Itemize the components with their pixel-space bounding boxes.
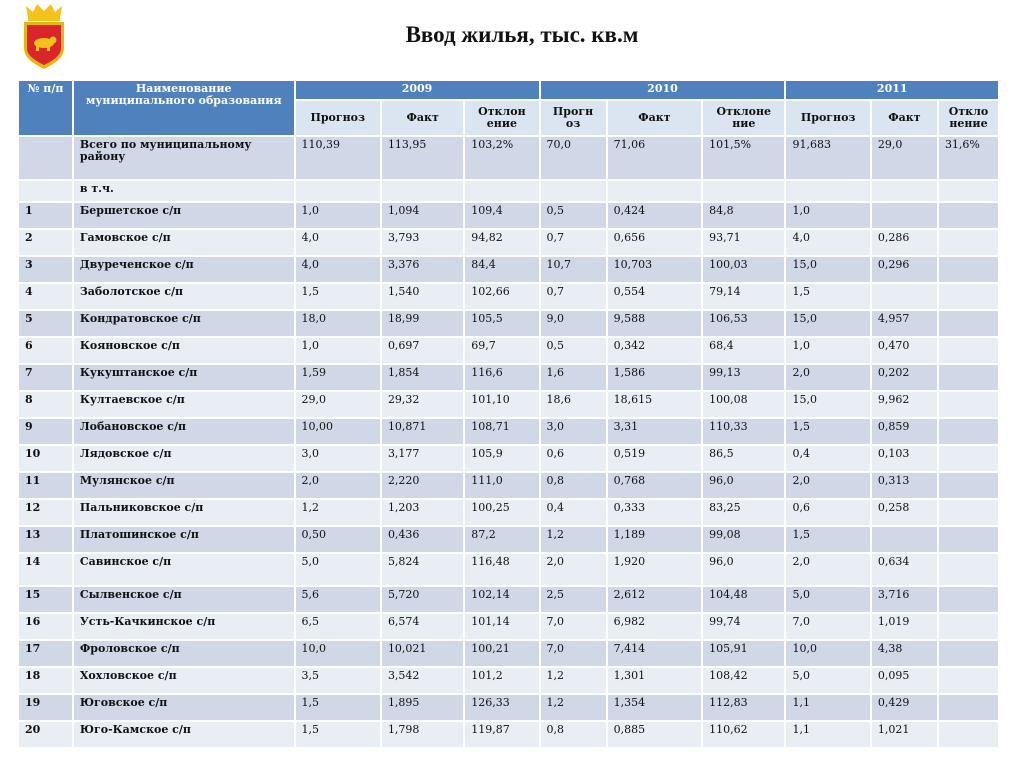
table-cell: 1,854 [382,365,463,390]
row-name: Пальниковское с/п [74,500,294,525]
table-cell: 0,885 [608,722,702,747]
table-row [19,614,998,639]
row-number: 20 [19,722,72,747]
table-cell [465,181,538,201]
table-cell: 18,615 [608,392,702,417]
row-number: 18 [19,668,72,693]
row-name: Фроловское с/п [74,641,294,666]
table-cell: 96,0 [703,554,784,585]
row-number: 15 [19,587,72,612]
row-number: 2 [19,230,72,255]
row-number: 5 [19,311,72,336]
table-cell: 1,0 [786,338,869,363]
table-cell [939,668,998,693]
row-number: 17 [19,641,72,666]
table-cell: 18,0 [296,311,380,336]
table-cell: 1,5 [786,284,869,309]
table-cell: 0,6 [541,446,606,471]
row-number: 11 [19,473,72,498]
table-cell: 1,1 [786,695,869,720]
table-cell: 15,0 [786,311,869,336]
table-cell: 18,99 [382,311,463,336]
table-cell: 116,48 [465,554,538,585]
table-cell: 5,0 [296,554,380,585]
table-cell [939,230,998,255]
table-cell: 102,14 [465,587,538,612]
table-cell: 4,0 [296,230,380,255]
subheader-deviation: Отклон ение [465,101,538,135]
table-cell: 6,574 [382,614,463,639]
row-number: 10 [19,446,72,471]
table-cell: 69,7 [465,338,538,363]
table-cell: 0,429 [872,695,937,720]
row-name: Юго-Камское с/п [74,722,294,747]
row-number: 9 [19,419,72,444]
subheader-deviation: Отклоне ние [703,101,784,135]
table-cell: 1,59 [296,365,380,390]
row-name: Гамовское с/п [74,230,294,255]
table-cell: 3,0 [296,446,380,471]
table-cell: 101,10 [465,392,538,417]
table-cell: 105,9 [465,446,538,471]
table-cell: 1,5 [786,419,869,444]
table-cell: 0,313 [872,473,937,498]
table-cell: 7,0 [541,641,606,666]
table-cell: 0,8 [541,473,606,498]
table-cell: 113,95 [382,137,463,179]
row-name: Савинское с/п [74,554,294,585]
table-cell: 1,540 [382,284,463,309]
table-cell: 2,0 [786,473,869,498]
table-row [19,500,998,525]
subheader-fact: Факт [608,101,702,135]
table-cell: 0,6 [786,500,869,525]
table-cell [939,392,998,417]
table-cell: 5,720 [382,587,463,612]
page-title: Ввод жилья, тыс. кв.м [405,22,639,47]
table-cell: 1,920 [608,554,702,585]
table-cell [541,181,606,201]
table-cell: 1,5 [296,284,380,309]
table-cell: 0,5 [541,203,606,228]
row-name: Усть-Качкинское с/п [74,614,294,639]
table-cell: 108,71 [465,419,538,444]
table-row [19,554,998,585]
table-cell: 10,0 [296,641,380,666]
table-cell: 0,8 [541,722,606,747]
table-cell: 5,824 [382,554,463,585]
table-row [19,695,998,720]
table-cell: 106,53 [703,311,784,336]
table-cell: 4,38 [872,641,937,666]
subheader-fact: Факт [872,101,937,135]
table-cell: 103,2% [465,137,538,179]
table-cell: 4,0 [786,230,869,255]
table-cell: 86,5 [703,446,784,471]
header-year-2009: 2009 [296,81,539,99]
table-cell: 100,21 [465,641,538,666]
table-row [19,137,998,179]
table-cell: 0,202 [872,365,937,390]
table-row [19,338,998,363]
table-cell: 6,982 [608,614,702,639]
table-cell: 0,296 [872,257,937,282]
table-cell: 2,220 [382,473,463,498]
table-row [19,392,998,417]
table-cell: 112,83 [703,695,784,720]
row-name: Лобановское с/п [74,419,294,444]
row-name: Кукуштанское с/п [74,365,294,390]
table-cell: 0,4 [786,446,869,471]
table-cell [939,203,998,228]
table-cell: 71,06 [608,137,702,179]
table-row [19,419,998,444]
table-cell: 1,2 [541,527,606,552]
table-cell [939,695,998,720]
table-cell [939,284,998,309]
table-cell: 3,5 [296,668,380,693]
table-cell: 1,5 [786,527,869,552]
row-number: 4 [19,284,72,309]
table-cell [939,419,998,444]
table-cell: 2,612 [608,587,702,612]
table-cell: 126,33 [465,695,538,720]
table-cell: 100,03 [703,257,784,282]
table-cell: 5,0 [786,668,869,693]
table-row [19,473,998,498]
table-cell: 4,957 [872,311,937,336]
table-cell [939,338,998,363]
table-cell: 29,0 [872,137,937,179]
table-cell: 110,39 [296,137,380,179]
table-cell: 68,4 [703,338,784,363]
row-number: 13 [19,527,72,552]
table-row [19,257,998,282]
table-cell: 84,4 [465,257,538,282]
table-cell: 110,62 [703,722,784,747]
table-cell: 2,0 [296,473,380,498]
row-number: 12 [19,500,72,525]
table-cell: 110,33 [703,419,784,444]
table-cell: 0,424 [608,203,702,228]
subheader-forecast: Прогноз [786,101,869,135]
header-year-2010: 2010 [541,81,785,99]
table-cell: 0,5 [541,338,606,363]
table-cell: 0,697 [382,338,463,363]
table-cell: 119,87 [465,722,538,747]
table-cell: 0,656 [608,230,702,255]
table-row [19,668,998,693]
table-cell: 0,103 [872,446,937,471]
table-cell: 10,871 [382,419,463,444]
table-cell: 3,31 [608,419,702,444]
table-cell: 0,258 [872,500,937,525]
row-number: 7 [19,365,72,390]
header-name: Наименование муниципального образования [74,81,294,135]
row-name: в т.ч. [74,181,294,201]
table-cell: 94,82 [465,230,538,255]
subheader-forecast: Прогноз [296,101,380,135]
table-row [19,587,998,612]
table-row [19,203,998,228]
table-cell: 93,71 [703,230,784,255]
table-cell: 1,6 [541,365,606,390]
row-name: Всего по муниципальному району [74,137,294,179]
table-cell: 2,5 [541,587,606,612]
table-row [19,527,998,552]
table-cell: 3,0 [541,419,606,444]
table-row [19,722,998,747]
table-cell: 0,859 [872,419,937,444]
row-number: 14 [19,554,72,585]
housing-table [17,79,1000,749]
table-cell: 10,0 [786,641,869,666]
table-cell: 0,436 [382,527,463,552]
table-cell: 3,376 [382,257,463,282]
table-cell [939,587,998,612]
table-cell: 1,189 [608,527,702,552]
table-row [19,446,998,471]
table-cell: 105,91 [703,641,784,666]
table-cell: 96,0 [703,473,784,498]
table-cell: 1,2 [541,668,606,693]
table-cell [939,365,998,390]
table-row [19,311,998,336]
table-cell: 1,021 [872,722,937,747]
table-cell [939,527,998,552]
table-cell: 109,4 [465,203,538,228]
table-cell: 1,354 [608,695,702,720]
table-cell: 1,301 [608,668,702,693]
table-cell: 1,798 [382,722,463,747]
table-cell: 5,6 [296,587,380,612]
table-cell: 101,2 [465,668,538,693]
table-cell: 3,716 [872,587,937,612]
table-cell [872,181,937,201]
row-name: Мулянское с/п [74,473,294,498]
row-name: Двуреченское с/п [74,257,294,282]
table-cell: 0,50 [296,527,380,552]
table-cell [939,257,998,282]
table-cell: 0,470 [872,338,937,363]
table-cell: 1,5 [296,722,380,747]
row-number [19,137,72,179]
table-cell: 1,0 [296,338,380,363]
table-cell [939,500,998,525]
row-number: 16 [19,614,72,639]
row-number [19,181,72,201]
table-cell: 84,8 [703,203,784,228]
table-cell: 101,14 [465,614,538,639]
table-cell: 1,2 [541,695,606,720]
table-cell: 0,634 [872,554,937,585]
table-row [19,230,998,255]
table-cell [872,203,937,228]
table-cell: 3,542 [382,668,463,693]
table-cell: 0,768 [608,473,702,498]
table-cell: 100,08 [703,392,784,417]
table-cell [939,446,998,471]
table-row [19,181,998,201]
row-number: 19 [19,695,72,720]
row-number: 3 [19,257,72,282]
table-cell: 4,0 [296,257,380,282]
table-cell: 99,08 [703,527,784,552]
table-cell: 10,00 [296,419,380,444]
table-cell: 29,32 [382,392,463,417]
row-number: 8 [19,392,72,417]
table-cell [296,181,380,201]
table-cell: 3,793 [382,230,463,255]
table-cell: 1,019 [872,614,937,639]
subheader-fact: Факт [382,101,463,135]
table-cell: 87,2 [465,527,538,552]
table-cell: 0,519 [608,446,702,471]
table-cell: 116,6 [465,365,538,390]
table-cell [786,181,869,201]
table-cell: 0,7 [541,284,606,309]
table-cell [608,181,702,201]
table-cell [872,284,937,309]
table-cell: 0,554 [608,284,702,309]
row-name: Сылвенское с/п [74,587,294,612]
header-number: № п/п [19,81,72,135]
table-cell: 99,74 [703,614,784,639]
table-cell: 0,095 [872,668,937,693]
table-cell [872,527,937,552]
table-cell: 7,0 [786,614,869,639]
table-cell: 1,1 [786,722,869,747]
table-cell: 29,0 [296,392,380,417]
table-cell: 1,586 [608,365,702,390]
table-cell: 105,5 [465,311,538,336]
table-cell: 1,5 [296,695,380,720]
table-cell: 6,5 [296,614,380,639]
table-cell: 10,703 [608,257,702,282]
row-name: Лядовское с/п [74,446,294,471]
table-cell: 1,895 [382,695,463,720]
table-cell [939,614,998,639]
table-cell: 10,7 [541,257,606,282]
table-cell: 104,48 [703,587,784,612]
table-row [19,365,998,390]
table-cell: 9,962 [872,392,937,417]
table-cell: 15,0 [786,392,869,417]
row-number: 1 [19,203,72,228]
table-cell: 2,0 [786,365,869,390]
table-cell: 2,0 [786,554,869,585]
table-cell: 2,0 [541,554,606,585]
subheader-deviation: Откло нение [939,101,998,135]
row-name: Бершетское с/п [74,203,294,228]
table-cell: 79,14 [703,284,784,309]
row-name: Култаевское с/п [74,392,294,417]
table-cell: 9,588 [608,311,702,336]
table-cell: 83,25 [703,500,784,525]
table-cell: 100,25 [465,500,538,525]
table-cell: 0,333 [608,500,702,525]
table-cell: 18,6 [541,392,606,417]
table-cell [382,181,463,201]
table-cell: 1,0 [786,203,869,228]
table-cell [939,181,998,201]
table-cell [703,181,784,201]
table-cell: 108,42 [703,668,784,693]
table-cell: 7,414 [608,641,702,666]
table-cell: 1,203 [382,500,463,525]
row-name: Хохловское с/п [74,668,294,693]
table-cell: 111,0 [465,473,538,498]
header-year-2011: 2011 [786,81,998,99]
table-cell: 0,342 [608,338,702,363]
row-name: Кондратовское с/п [74,311,294,336]
table-cell: 1,2 [296,500,380,525]
table-cell: 101,5% [703,137,784,179]
table-cell: 5,0 [786,587,869,612]
row-name: Платошинское с/п [74,527,294,552]
row-name: Юговское с/п [74,695,294,720]
table-cell: 31,6% [939,137,998,179]
table-cell: 7,0 [541,614,606,639]
table-cell: 0,7 [541,230,606,255]
table-row [19,641,998,666]
table-cell: 0,286 [872,230,937,255]
row-number: 6 [19,338,72,363]
table-cell [939,641,998,666]
table-cell: 102,66 [465,284,538,309]
table-cell: 9,0 [541,311,606,336]
table-cell [939,554,998,585]
table-cell: 0,4 [541,500,606,525]
table-cell: 10,021 [382,641,463,666]
table-cell [939,722,998,747]
table-cell: 1,0 [296,203,380,228]
subheader-forecast: Прогн оз [541,101,606,135]
row-name: Заболотское с/п [74,284,294,309]
table-cell: 3,177 [382,446,463,471]
row-name: Кояновское с/п [74,338,294,363]
table-cell: 1,094 [382,203,463,228]
table-cell: 99,13 [703,365,784,390]
table-row [19,284,998,309]
table-cell [939,473,998,498]
table-cell: 91,683 [786,137,869,179]
table-cell: 15,0 [786,257,869,282]
table-cell [939,311,998,336]
table-cell: 70,0 [541,137,606,179]
